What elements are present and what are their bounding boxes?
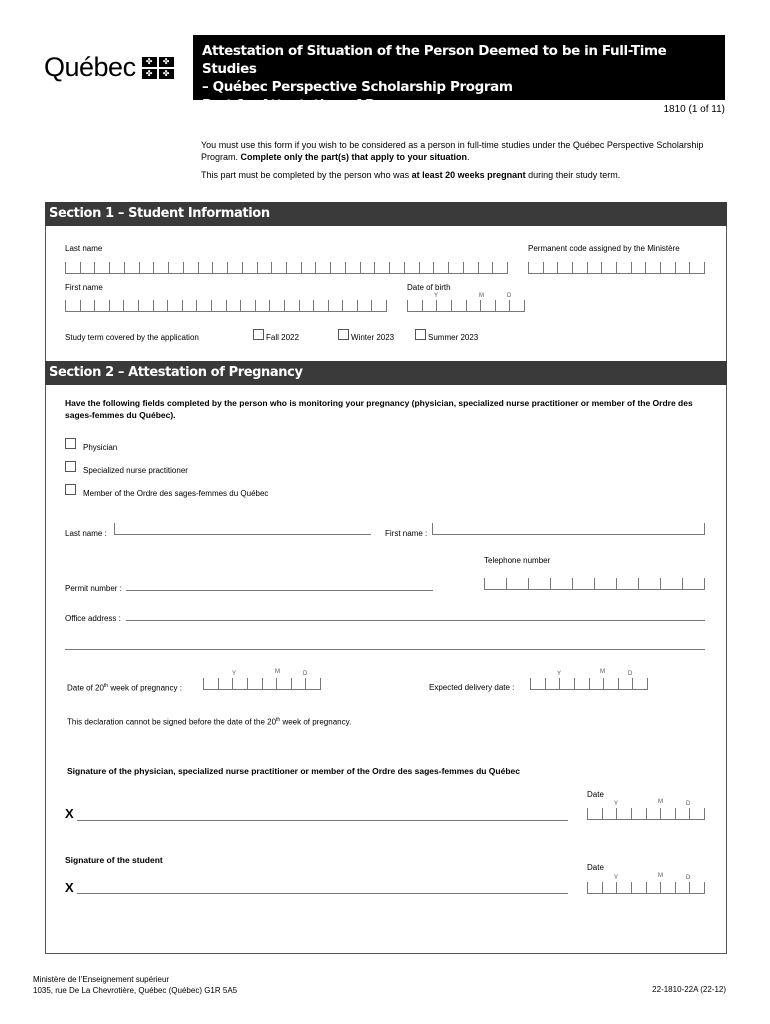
footer-line2: 1035, rue De La Chevrotière, Québec (Québec) G1R 5A5 (33, 986, 238, 995)
s2-sig1-m: M (658, 799, 663, 805)
footer-form-code: 22-1810-22A (22-12) (652, 985, 726, 994)
s1-first-name-baseline (65, 311, 387, 312)
s2-20th-m: M (275, 669, 280, 675)
s1-dob-baseline (407, 311, 525, 312)
s2-20th-d: D (303, 671, 308, 677)
s2-20th-label-b: week of pregnancy : (108, 683, 182, 693)
s2-telephone-baseline (484, 589, 705, 590)
s2-expected-y: Y (557, 671, 562, 677)
s2-expected-m: M (600, 669, 605, 675)
intro-text1: You must use this form if you wish to be considered as a person in full-time studies under the Québec Perspective Scholarship Program. (201, 140, 704, 162)
s1-term-fall-checkbox[interactable] (253, 329, 264, 340)
s1-last-name-baseline (65, 273, 508, 274)
s2-sig2-m: M (658, 873, 663, 879)
s1-dob-label: Date of birth (407, 283, 451, 292)
s2-declaration-sup: th (276, 717, 281, 723)
s2-20th-label-a: Date of 20 (67, 683, 104, 693)
s2-nurse-label: Specialized nurse practitioner (83, 466, 188, 475)
s2-first-name-field[interactable] (432, 523, 705, 535)
s2-first-name-label: First name : (385, 529, 428, 538)
s2-expected-d: D (628, 671, 633, 677)
s2-office-label: Office address : (65, 614, 121, 623)
intro-text2: This part must be completed by the person who was (201, 170, 412, 180)
s1-study-term-label: Study term covered by the application (65, 333, 199, 342)
s1-term-fall-label: Fall 2022 (266, 333, 299, 342)
s2-sig1-d: D (686, 801, 691, 807)
s1-term-summer-label: Summer 2023 (428, 333, 479, 342)
intro-text2-bold: at least 20 weeks pregnant (411, 170, 526, 180)
s2-sig2-d: D (686, 875, 691, 881)
section1-header: Section 1 – Student Information (45, 202, 727, 226)
s2-midwife-checkbox[interactable] (65, 484, 76, 495)
s2-office-field[interactable] (126, 620, 705, 621)
s2-sig1-date-label: Date (587, 790, 604, 799)
s2-20th-y: Y (232, 671, 237, 677)
s1-term-winter-checkbox[interactable] (338, 329, 349, 340)
intro-text2-end: during their study term. (525, 170, 621, 180)
s2-sig1-y: Y (614, 801, 619, 807)
s1-term-winter-label: Winter 2023 (351, 333, 395, 342)
s2-declaration-note (67, 717, 351, 727)
s1-last-name-label: Last name (65, 244, 103, 253)
s2-20th-label-sup: th (103, 683, 109, 689)
form-page-number: 1810 (1 of 11) (663, 104, 725, 115)
s1-first-name-label: First name (65, 283, 103, 292)
s2-physician-label: Physician (83, 443, 118, 452)
s1-dob-d: D (507, 293, 512, 299)
s2-sig1-x-mark: X (65, 806, 74, 821)
s2-20th-week-label (67, 683, 182, 693)
s2-declaration-a: This declaration cannot be signed before the date of the 20 (67, 717, 277, 727)
s2-sig-student-field[interactable] (77, 893, 568, 894)
s2-sig2-y: Y (614, 875, 619, 881)
s2-nurse-checkbox[interactable] (65, 461, 76, 472)
fleur-de-lis-icon: ✤ ✤ ✤ ✤ (142, 57, 174, 79)
s2-permit-field[interactable] (126, 590, 433, 591)
s2-expected-label: Expected delivery date : (429, 683, 515, 692)
footer-line1: Ministère de l’Enseignement supérieur (33, 975, 170, 984)
intro-text (201, 139, 726, 181)
footer-address (33, 974, 237, 996)
form-title-line1: Attestation of Situation of the Person Deemed to be in Full-Time Studies (202, 43, 667, 77)
s2-sig2-date-label: Date (587, 863, 604, 872)
s1-permanent-code-label: Permanent code assigned by the Ministère (528, 244, 680, 253)
section2-header: Section 2 – Attestation of Pregnancy (45, 361, 727, 385)
s2-permit-label: Permit number : (65, 584, 122, 593)
s2-sig-practitioner-label: Signature of the physician, specialized nurse practitioner or member of the Ordre des sages-femmes du Québec (67, 766, 520, 776)
s2-sig-practitioner-field[interactable] (77, 820, 568, 821)
s1-term-summer-checkbox[interactable] (415, 329, 426, 340)
s2-last-name-label: Last name : (65, 529, 107, 538)
s2-midwife-label: Member of the Ordre des sages-femmes du Québec (83, 489, 269, 498)
s2-sig1-date-baseline (587, 819, 705, 820)
s1-permanent-code-baseline (528, 273, 705, 274)
s2-declaration-b: week of pregnancy. (280, 717, 352, 727)
s1-dob-m: M (479, 293, 484, 299)
form-title-line2: – Québec Perspective Scholarship Program (202, 79, 513, 95)
s2-last-name-field[interactable] (114, 523, 371, 535)
intro-text1-bold: Complete only the part(s) that apply to your situation (240, 152, 468, 162)
s2-20th-week-baseline (203, 689, 321, 690)
s2-physician-checkbox[interactable] (65, 438, 76, 449)
s2-sig2-x-mark: X (65, 880, 74, 895)
s2-telephone-label: Telephone number (484, 556, 551, 565)
quebec-logo (44, 52, 174, 83)
s2-office-field-line2[interactable] (65, 649, 705, 650)
s1-dob-y: Y (434, 293, 439, 299)
s2-expected-baseline (530, 689, 648, 690)
s2-sig-student-label: Signature of the student (65, 855, 163, 865)
logo-text: Québec (44, 52, 136, 82)
s2-sig2-date-baseline (587, 893, 705, 894)
intro-text1-end: . (467, 152, 470, 162)
form-title-line3: Part 1 – Attestation of Pregnancy (202, 97, 442, 113)
s2-instructions: Have the following fields completed by the person who is monitoring your pregnancy (physician, specialized nurse practitioner or member of the Ordre des sages-femmes du Québec). (65, 398, 693, 420)
